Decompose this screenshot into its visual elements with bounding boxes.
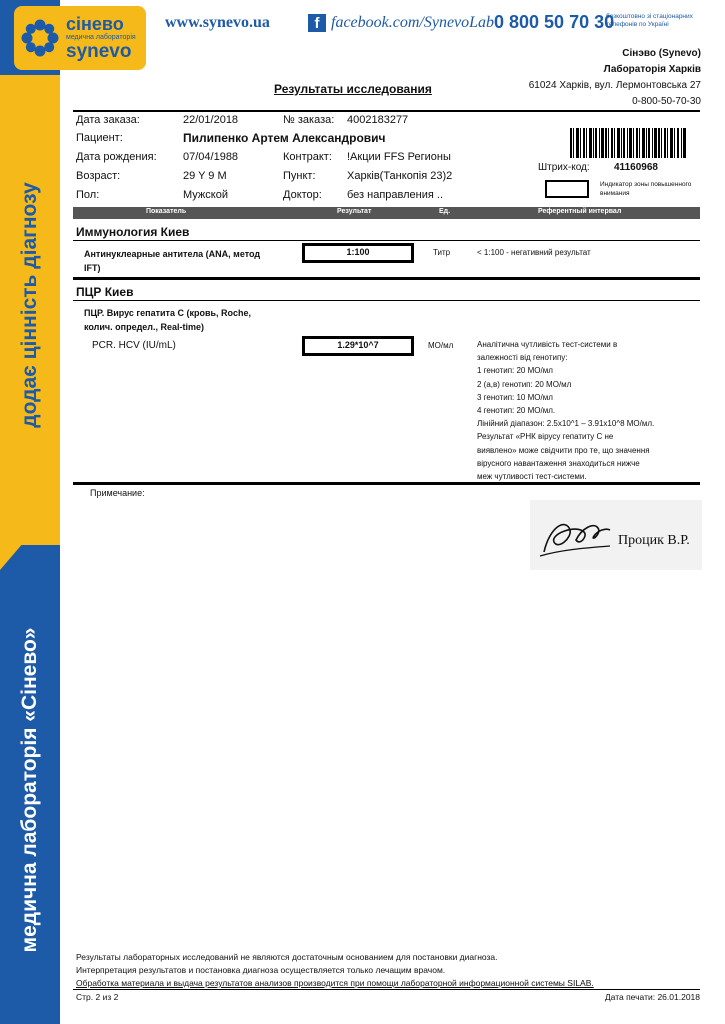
ana-test-name-1: Антинуклеарные антитела (ANA, метод bbox=[84, 249, 261, 259]
contract-value: !Акции FFS Регионы bbox=[347, 151, 451, 163]
flower-icon bbox=[20, 18, 60, 58]
hcv-reference-line: 1 генотип: 20 МО/мл bbox=[477, 366, 553, 376]
hotline-note: безкоштовно зі стаціонарних телефонів по Україні bbox=[606, 13, 693, 28]
sex-value: Мужской bbox=[183, 189, 228, 201]
page-number: Стр. 2 из 2 bbox=[76, 992, 119, 1002]
section-divider bbox=[73, 300, 700, 301]
birth-label: Дата рождения: bbox=[76, 151, 157, 163]
facebook-icon: f bbox=[308, 14, 326, 32]
website-link[interactable]: www.synevo.ua bbox=[165, 14, 270, 31]
logo-subtitle: медична лабораторія bbox=[66, 34, 136, 41]
page-title: Результаты исследования bbox=[274, 82, 432, 96]
order-number-label: № заказа: bbox=[283, 114, 335, 126]
barcode-image bbox=[570, 128, 686, 158]
logo-latin: synevo bbox=[66, 41, 132, 62]
birth-date: 07/04/1988 bbox=[183, 151, 239, 163]
hcv-reference-line: Лінійний діапазон: 2.5x10^1 – 3.91x10^8 МО/мл. bbox=[477, 419, 655, 429]
barcode-label: Штрих-код: bbox=[538, 162, 590, 173]
order-number: 4002183277 bbox=[347, 114, 409, 126]
hcv-reference-line: залежності від генотипу: bbox=[477, 353, 568, 363]
brand-sidebar bbox=[0, 0, 60, 1024]
synevo-logo bbox=[14, 6, 146, 70]
hcv-reference-line: меж чутливості тест-системи. bbox=[477, 472, 587, 482]
ana-test-name-2: IFT) bbox=[84, 263, 101, 273]
section-title-immunology: Иммунология Киев bbox=[76, 225, 190, 239]
col-result: Результат bbox=[337, 208, 372, 215]
hcv-reference bbox=[477, 338, 699, 483]
lab-street: 61024 Харків, вул. Лермонтовська 27 bbox=[528, 80, 701, 91]
hcv-unit: МО/мл bbox=[428, 341, 454, 350]
signature-name: Процик В.Р. bbox=[618, 533, 690, 548]
contract-label: Контракт: bbox=[283, 151, 332, 163]
attention-indicator-box bbox=[545, 180, 589, 198]
hcv-reference-line: виявлено» може свідчити про те, що значення bbox=[477, 445, 650, 455]
age-label: Возраст: bbox=[76, 170, 121, 182]
lab-branch: Лабораторія Харків bbox=[603, 64, 701, 75]
ana-unit: Титр bbox=[433, 248, 451, 257]
point-label: Пункт: bbox=[283, 170, 316, 182]
hcv-reference-line: 4 генотип: 20 МО/мл. bbox=[477, 406, 556, 416]
col-unit: Ед. bbox=[439, 208, 451, 215]
section-divider bbox=[73, 240, 700, 241]
lab-address bbox=[529, 46, 701, 110]
hcv-result: 1.29*10^7 bbox=[302, 336, 414, 356]
sex-label: Пол: bbox=[76, 189, 100, 201]
note-label: Примечание: bbox=[90, 488, 145, 498]
hcv-reference-line: Аналітична чутливість тест-системи в bbox=[477, 340, 618, 349]
hotline-phone: 0 800 50 70 30 bbox=[494, 12, 615, 32]
patient-label: Пациент: bbox=[76, 132, 123, 144]
section-divider-thick bbox=[73, 277, 700, 280]
footer-disclaimer-3: Обработка материала и выдача результатов анализов производится при помощи лабораторной информационной системы SILAB. bbox=[76, 978, 594, 988]
age-value: 29 Y 9 M bbox=[183, 170, 227, 182]
order-date: 22/01/2018 bbox=[183, 114, 239, 126]
logo-cyrillic: сінево bbox=[66, 14, 124, 34]
point-value: Харків(Танкопія 23)2 bbox=[347, 170, 453, 182]
lab-company: Сінэво (Synevo) bbox=[622, 48, 701, 59]
col-reference: Референтный интервал bbox=[538, 208, 622, 215]
divider bbox=[73, 110, 700, 112]
ana-reference: < 1:100 - негативний результат bbox=[477, 248, 591, 257]
print-date: Дата печати: 26.01.2018 bbox=[604, 992, 700, 1002]
barcode-number: 41160968 bbox=[614, 162, 658, 173]
hcv-test-name: PCR. HCV (IU/mL) bbox=[92, 340, 176, 351]
lab-phone: 0-800-50-70-30 bbox=[632, 96, 701, 107]
footer-disclaimer-1: Результаты лабораторных исследований не являются достаточным основанием для постановки диагноза. bbox=[76, 952, 498, 962]
results-table-header bbox=[73, 207, 700, 219]
facebook-link[interactable]: facebook.com/SynevoLab bbox=[331, 14, 495, 31]
section-divider-thick bbox=[73, 482, 700, 485]
col-indicator: Показатель bbox=[146, 208, 187, 215]
doctor-label: Доктор: bbox=[283, 189, 322, 201]
signature-scribble bbox=[536, 506, 616, 566]
patient-name: Пилипенко Артем Александрович bbox=[183, 131, 386, 145]
hcv-reference-line: вірусного навантаження знаходиться нижче bbox=[477, 458, 640, 468]
sidebar-yellow-wedge bbox=[0, 500, 60, 570]
footer-disclaimer-2: Интерпретация результатов и постановка диагноза осуществляется только лечащим врачом. bbox=[76, 965, 446, 975]
pcr-group-name-1: ПЦР. Вирус гепатита С (кровь, Roche, bbox=[84, 308, 252, 318]
section-title-pcr: ПЦР Киев bbox=[76, 285, 134, 299]
hcv-reference-line: 2 (а,в) генотип: 20 МО/мл bbox=[477, 379, 572, 389]
doctor-value: без направления .. bbox=[347, 189, 444, 201]
hcv-reference-line: Результат «РНК вірусу гепатиту С не bbox=[477, 432, 614, 442]
footer-divider bbox=[73, 989, 700, 990]
sidebar-slogan: додає цінність діагнозу bbox=[18, 182, 41, 428]
hcv-reference-line: 3 генотип: 10 МО/мл bbox=[477, 392, 553, 402]
order-date-label: Дата заказа: bbox=[76, 114, 140, 126]
ana-result: 1:100 bbox=[302, 243, 414, 263]
attention-indicator-label: Индикатор зоны повышенного внимания bbox=[600, 181, 692, 197]
pcr-group-name-2: колич. определ., Real-time) bbox=[84, 322, 205, 332]
sidebar-lab-name: медична лабораторія «Сінево» bbox=[18, 627, 41, 953]
